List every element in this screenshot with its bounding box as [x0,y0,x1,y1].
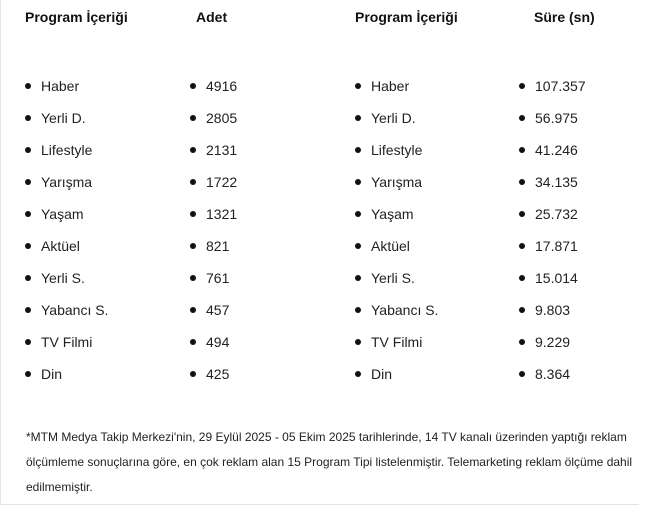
left-value-header: Adet [196,9,228,25]
left-category-item-text: Haber [41,78,80,94]
right-category-item-text: TV Filmi [371,334,423,350]
right-category-item-text: Yerli S. [371,270,415,286]
right-category-item [355,70,438,102]
right-value-item [519,326,586,358]
bullet-icon [25,339,31,345]
left-value-item [190,358,237,390]
right-category-item-text: Yabancı S. [371,302,439,318]
left-category-item-text: TV Filmi [41,334,93,350]
bullet-icon [519,115,525,121]
right-value-item [519,70,586,102]
right-value-item [519,134,586,166]
bullet-icon [25,275,31,281]
right-category-item [355,134,438,166]
right-category-item [355,358,438,390]
right-value-item-text: 9.229 [535,334,571,350]
right-value-item-text: 15.014 [535,270,578,286]
left-value-item-text: 494 [206,334,230,350]
bullet-icon [25,307,31,313]
bullet-icon [519,275,525,281]
left-category-item [25,70,108,102]
right-value-item-text: 34.135 [535,174,578,190]
right-value-item [519,198,586,230]
left-category-item-text: Lifestyle [41,142,93,158]
right-category-item-text: Yarışma [371,174,423,190]
bullet-icon [25,147,31,153]
left-value-item [190,166,237,198]
left-category-item [25,326,108,358]
left-category-item [25,166,108,198]
bullet-icon [190,307,196,313]
right-category-list [355,70,438,390]
left-category-item-text: Aktüel [41,238,80,254]
left-value-item-text: 4916 [206,78,238,94]
right-category-item-text: Yerli D. [371,110,416,126]
bullet-icon [190,339,196,345]
right-value-list [519,70,586,390]
right-category-item-text: Haber [371,78,410,94]
right-category-item [355,326,438,358]
left-category-item-text: Yerli D. [41,110,86,126]
right-category-item-text: Lifestyle [371,142,423,158]
left-category-item-text: Din [41,366,63,382]
bullet-icon [25,243,31,249]
bullet-icon [25,211,31,217]
left-value-item [190,294,237,326]
left-category-item [25,358,108,390]
right-category-item [355,102,438,134]
bullet-icon [190,179,196,185]
bullet-icon [190,371,196,377]
left-value-item [190,134,237,166]
left-category-item-text: Yaşam [41,206,84,222]
bullet-icon [519,179,525,185]
right-value-item [519,166,586,198]
left-category-item-text: Yarışma [41,174,93,190]
right-category-item [355,294,438,326]
right-value-item-text: 25.732 [535,206,578,222]
left-value-item [190,262,237,294]
bullet-icon [25,115,31,121]
left-value-item [190,326,237,358]
bullet-icon [355,147,361,153]
bullet-icon [190,211,196,217]
left-category-item-text: Yerli S. [41,270,85,286]
left-value-item-text: 2805 [206,110,238,126]
bullet-icon [519,243,525,249]
right-value-item [519,262,586,294]
bullet-icon [519,83,525,89]
left-category-header: Program İçeriği [25,9,128,25]
right-value-item [519,294,586,326]
right-category-item-text: Din [371,366,393,382]
left-category-item [25,102,108,134]
right-value-item-text: 41.246 [535,142,578,158]
left-category-item [25,198,108,230]
right-category-item [355,262,438,294]
left-value-item-text: 1722 [206,174,238,190]
left-value-item-text: 457 [206,302,230,318]
left-value-item [190,70,237,102]
left-value-item-text: 761 [206,270,230,286]
left-value-list [190,70,237,390]
bullet-icon [519,307,525,313]
bullet-icon [355,307,361,313]
right-category-header: Program İçeriği [355,9,458,25]
right-category-item [355,166,438,198]
bullet-icon [355,179,361,185]
bullet-icon [25,371,31,377]
footnote: *MTM Medya Takip Merkezi'nin, 29 Eylül 2025 - 05 Ekim 2025 tarihlerinde, 14 TV kanalı üzerinden yaptığı reklam ölçümleme sonuçlarına göre, en çok reklam alan 15 Program Tipi listelenmiştir. Telemarketing reklam ölçüme dahil edilmemiştir. [26,430,633,494]
left-value-item-text: 425 [206,366,230,382]
left-category-item [25,134,108,166]
left-value-item-text: 821 [206,238,230,254]
right-value-item [519,230,586,262]
bullet-icon [355,211,361,217]
bullet-icon [355,371,361,377]
right-category-item-text: Yaşam [371,206,414,222]
left-value-item [190,198,237,230]
bullet-icon [190,243,196,249]
right-value-item-text: 17.871 [535,238,578,254]
bullet-icon [355,83,361,89]
left-value-item-text: 2131 [206,142,238,158]
bullet-icon [355,115,361,121]
right-value-item-text: 56.975 [535,110,578,126]
bullet-icon [355,339,361,345]
bullet-icon [355,243,361,249]
left-category-list [25,70,108,390]
right-value-item-text: 9.803 [535,302,571,318]
right-value-header: Süre (sn) [534,9,595,25]
left-category-item-text: Yabancı S. [41,302,109,318]
left-category-item [25,294,108,326]
bullet-icon [190,83,196,89]
bullet-icon [519,211,525,217]
right-value-item [519,102,586,134]
right-value-item-text: 8.364 [535,366,571,382]
bullet-icon [519,339,525,345]
bullet-icon [25,179,31,185]
bullet-icon [190,147,196,153]
right-value-item-text: 107.357 [535,78,586,94]
left-category-item [25,262,108,294]
right-category-item-text: Aktüel [371,238,410,254]
right-value-item [519,358,586,390]
bullet-icon [519,371,525,377]
bullet-icon [355,275,361,281]
bullet-icon [190,275,196,281]
left-category-item [25,230,108,262]
bullet-icon [190,115,196,121]
bullet-icon [25,83,31,89]
right-category-item [355,198,438,230]
bullet-icon [519,147,525,153]
left-value-item-text: 1321 [206,206,238,222]
right-category-item [355,230,438,262]
left-value-item [190,230,237,262]
left-value-item [190,102,237,134]
